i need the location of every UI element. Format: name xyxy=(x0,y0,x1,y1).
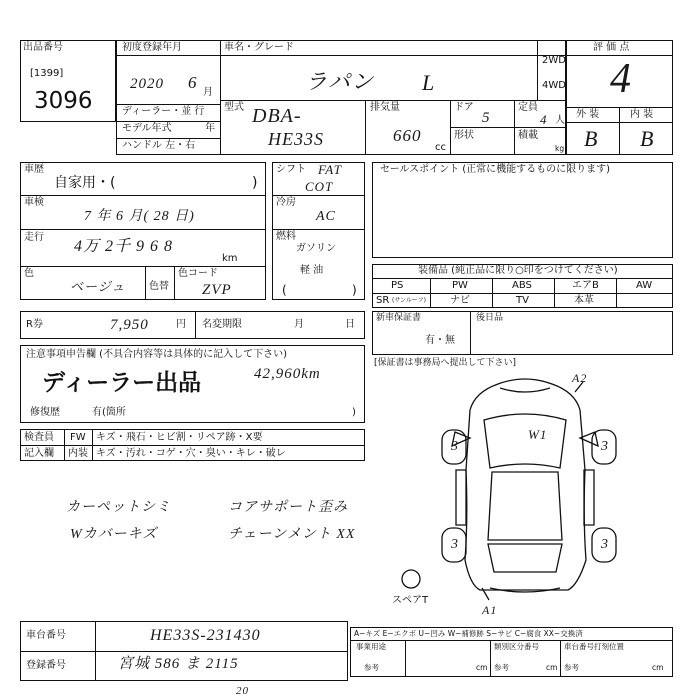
name-change-label: 名変期限 xyxy=(202,319,242,330)
mark-rear-left: 3 xyxy=(451,537,459,552)
unit-cm-1: cm xyxy=(476,663,488,672)
drive-2wd: 2WD xyxy=(542,55,566,66)
equipment-abs: ABS xyxy=(512,280,532,291)
usage-label: 事業用途 xyxy=(356,642,386,651)
legend: A−キズ E−エクボ U−凹み W−補修跡 S−サビ C−腐食 XX−交換済 xyxy=(354,629,583,638)
notes-label: 注意事項申告欄 (不具合内容等は具体的に記入して下さい) xyxy=(26,349,287,360)
interior-items: キズ・汚れ・コゲ・穴・臭い・キレ・破レ xyxy=(96,448,286,459)
color-code-value: ZVP xyxy=(202,282,232,298)
repair-value: 有(箇所 xyxy=(92,407,126,418)
entry-label: 記入欄 xyxy=(24,448,54,459)
car-body-outline xyxy=(465,379,586,590)
month-unit: 月 xyxy=(203,87,213,98)
first-reg-label: 初度登録年月 xyxy=(122,42,182,53)
grade: L xyxy=(422,70,436,95)
inspector-label: 検査員 xyxy=(24,432,54,443)
paren-close: ) xyxy=(352,283,357,297)
car-name: ラパン xyxy=(305,69,375,94)
sr-sub: (サンルーフ) xyxy=(392,297,426,304)
recycle-value: 7,950 xyxy=(110,317,149,333)
equipment-pw: PW xyxy=(452,280,468,291)
drive-4wd: 4WD xyxy=(542,80,566,91)
history-value: 自家用・( xyxy=(54,175,116,191)
fw-items: キズ・飛石・ヒビ割・リペア跡・X要 xyxy=(96,432,263,443)
cc-unit: cc xyxy=(435,142,446,153)
frame-value: 参考 xyxy=(564,663,579,672)
recycle-label: R券 xyxy=(26,319,43,330)
km-unit: km xyxy=(222,253,238,264)
mileage-note: 42,960km xyxy=(254,366,321,382)
front-bumper xyxy=(500,388,550,392)
inspection-label: 車検 xyxy=(24,197,44,208)
warranty-value: 有・無 xyxy=(425,335,455,346)
equipment-navi: ナビ xyxy=(450,295,470,306)
color-code-label: 色コード xyxy=(178,268,218,279)
car-hood xyxy=(484,414,566,468)
shift-label: シフト xyxy=(276,164,306,175)
type-value-1: DBA- xyxy=(252,105,302,127)
capacity-value: 4 xyxy=(540,112,548,127)
dealer-label: ディーラー・並 行 xyxy=(122,106,205,117)
comment-3: コアサポート歪み xyxy=(228,500,348,515)
lot-label: 出品番号 xyxy=(23,42,63,53)
reg-label: 登録番号 xyxy=(26,660,66,671)
color-label: 色 xyxy=(24,268,34,279)
mark-w1: W1 xyxy=(528,427,548,442)
kg-unit: kg xyxy=(555,144,565,153)
reg-value: 宮城 586 ま 2115 xyxy=(118,656,239,672)
handle-label: ハンドル 左・右 xyxy=(122,140,196,151)
month-unit-2: 月 xyxy=(294,319,304,330)
warranty-label: 新車保証書 xyxy=(376,313,422,323)
score-label: 評 価 点 xyxy=(593,42,630,53)
chassis-value: HE33S-231430 xyxy=(150,627,261,644)
fw-label: FW xyxy=(70,432,86,443)
lot-number: 3096 xyxy=(34,88,93,114)
frame-label: 車台番号打刻位置 xyxy=(564,642,624,651)
repaint-label: 色替 xyxy=(149,281,169,292)
interior-label: 内 装 xyxy=(630,109,654,120)
dealer-car-note: ディーラー出品 xyxy=(42,370,202,396)
comment-2: Wカバーキズ xyxy=(70,527,158,542)
fuel-label: 燃料 xyxy=(276,231,296,242)
chassis-label: 車台番号 xyxy=(26,630,66,641)
unit-cm-3: cm xyxy=(652,663,664,672)
load-label: 積載 xyxy=(518,130,538,141)
day-unit: 日 xyxy=(345,319,355,330)
sales-point-label: セールスポイント (正常に機能するものに限ります) xyxy=(380,164,611,175)
type-label: 型式 xyxy=(224,102,244,113)
doors-label: ドア xyxy=(454,102,474,113)
repair-label: 修復歴 xyxy=(30,407,60,418)
left-side xyxy=(456,470,466,525)
year-unit: 年 xyxy=(205,123,215,134)
mark-a1: A1 xyxy=(482,603,498,617)
equipment-tv: TV xyxy=(516,295,529,306)
spare-tire xyxy=(402,570,420,588)
first-reg-month: 6 xyxy=(188,73,198,92)
aircon-value: AC xyxy=(316,209,336,224)
displacement-value: 660 xyxy=(393,126,422,145)
exterior-label: 外 装 xyxy=(576,109,600,120)
car-roof xyxy=(488,472,562,540)
mark-front-right: 3 xyxy=(601,439,609,454)
history-close: ) xyxy=(252,175,258,191)
note-20: 20 xyxy=(236,685,249,697)
warranty-note: [保証書は事務局へ提出して下さい] xyxy=(374,358,517,368)
fuel-value-1: ガソリン xyxy=(296,243,336,254)
capacity-label: 定員 xyxy=(518,102,538,113)
score: 4 xyxy=(610,56,632,102)
unit-cm-2: cm xyxy=(546,663,558,672)
name-grade-label: 車名・グレード xyxy=(224,42,294,53)
capacity-unit: 人 xyxy=(555,115,565,126)
exterior-grade: B xyxy=(584,126,599,151)
usage-value: 参考 xyxy=(364,663,379,672)
color-value: ベージュ xyxy=(70,279,126,294)
mileage-value: 4万 2千 9 6 8 xyxy=(74,238,174,255)
right-side xyxy=(584,470,594,525)
after-label: 後日品 xyxy=(476,313,504,323)
equipment-label: 装備品 (純正品に限り○印をつけてください) xyxy=(418,265,618,276)
interior-entry-label: 内装 xyxy=(68,448,88,459)
similar-label: 類別区分番号 xyxy=(494,642,539,651)
doors-value: 5 xyxy=(482,110,491,126)
comment-1: カーペットシミ xyxy=(66,500,171,515)
similar-value: 参考 xyxy=(494,663,509,672)
lot-sub: [1399] xyxy=(30,68,64,79)
type-value-2: HE33S xyxy=(268,129,324,149)
mark-rear-right: 3 xyxy=(601,537,609,552)
equipment-sr: SR xyxy=(376,295,390,306)
inspection-value: 7 年 6 月( 28 日) xyxy=(84,209,195,224)
repair-close: ) xyxy=(352,407,356,418)
comment-4: チェーンメント XX xyxy=(228,527,356,542)
fuel-value-2: 軽 油 xyxy=(300,265,324,276)
displacement-label: 排気量 xyxy=(370,102,400,113)
spare-label: スペアT xyxy=(392,595,429,606)
car-rear-window xyxy=(488,544,562,572)
interior-grade: B xyxy=(640,126,655,151)
first-reg-year: 2020 xyxy=(130,76,164,92)
aircon-label: 冷房 xyxy=(276,197,296,208)
equipment-leather: 本革 xyxy=(574,295,594,306)
mark-front-left: 3 xyxy=(451,439,459,454)
shift-value-1: FAT xyxy=(318,162,342,177)
paren-open: ( xyxy=(282,283,287,297)
shift-value-2: COT xyxy=(305,179,334,194)
yen-unit: 円 xyxy=(176,319,186,330)
equipment-ps: PS xyxy=(391,280,404,291)
history-label: 車歴 xyxy=(24,164,44,175)
shape-label: 形状 xyxy=(454,130,474,141)
equipment-airbag: エアB xyxy=(572,280,599,291)
mileage-label: 走行 xyxy=(24,232,44,243)
equipment-aw: AW xyxy=(636,280,653,291)
mark-a2: A2 xyxy=(572,371,588,385)
model-year-label: モデル年式 xyxy=(122,123,172,134)
